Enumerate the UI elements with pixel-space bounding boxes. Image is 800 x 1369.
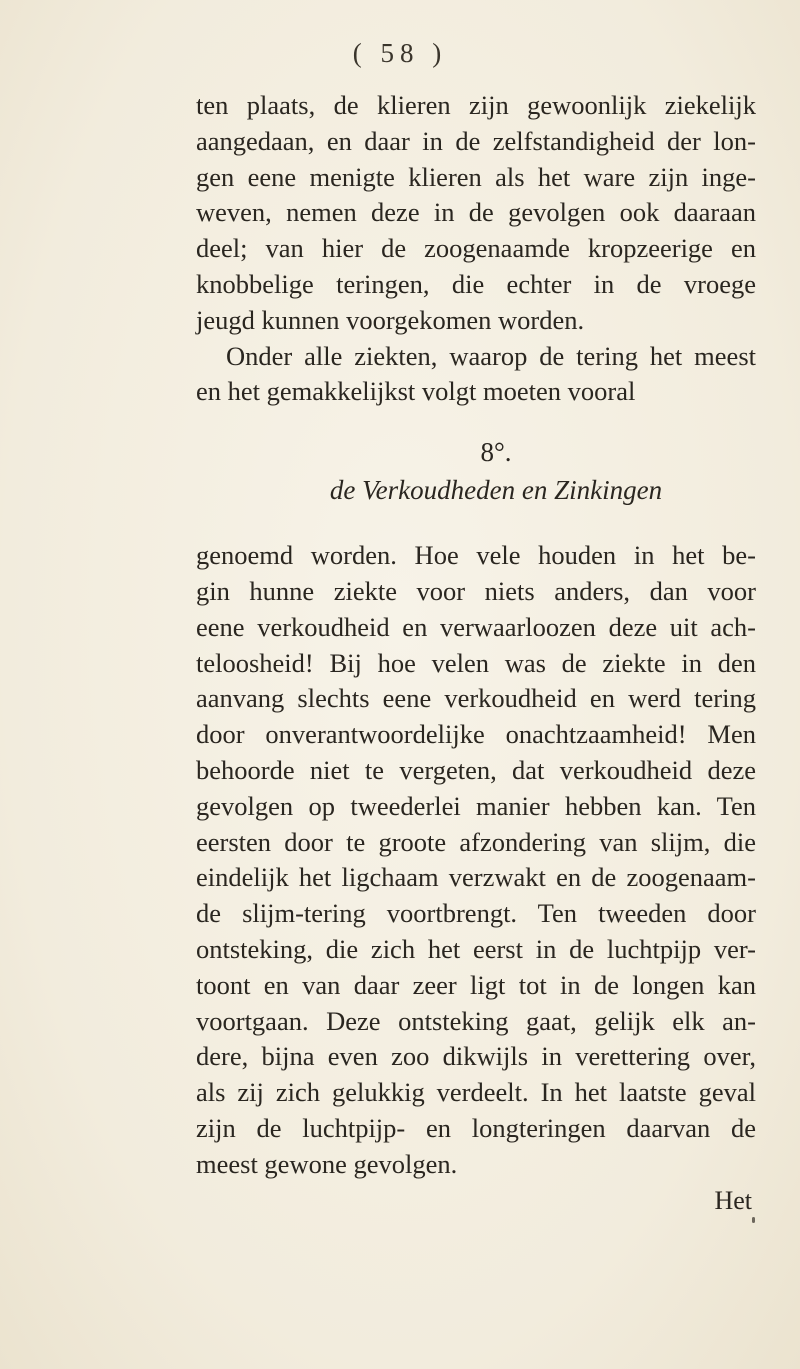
text-line: zijn de luchtpijp- en longteringen daarvan de <box>196 1112 756 1143</box>
text-line: knobbelige teringen, die echter in de vroege <box>196 268 756 299</box>
text-line: weven, nemen deze in de gevolgen ook daaraan <box>196 197 756 228</box>
text-line: als zij zich gelukkig verdeelt. In het laatste geval <box>196 1077 756 1108</box>
text-line: dere, bijna even zoo dikwijls in verettering over, <box>196 1041 756 1072</box>
text-line: ontsteking, die zich het eerst in de luchtpijp ver- <box>196 933 756 964</box>
text-line: ten plaats, de klieren zijn gewoonlijk ziekelijk <box>196 90 756 120</box>
text-line: teloosheid! Bij hoe velen was de ziekte in den <box>196 647 756 678</box>
text-line: aanvang slechts eene verkoudheid en werd tering <box>196 683 756 714</box>
catchword: Het <box>714 1185 752 1215</box>
text-line: genoemd worden. Hoe vele houden in het be- <box>196 540 756 571</box>
section-numeral: 8°. <box>480 437 512 468</box>
text-line: eindelijk het ligchaam verzwakt en de zoogenaam- <box>196 862 756 893</box>
text-line: door onverantwoordelijke onachtzaamheid! Men <box>196 719 756 750</box>
text-line: eersten door te groote afzondering van slijm, die <box>196 826 756 857</box>
text-line: meest gewone gevolgen. <box>196 1148 458 1179</box>
text-line: deel; van hier de zoogenaamde kropzeerige en <box>196 233 756 264</box>
text-line: jeugd kunnen voorgekomen worden. <box>196 304 585 335</box>
text-line: en het gemakkelijkst volgt moeten vooral <box>196 376 636 407</box>
ink-speck <box>752 1217 755 1223</box>
text-line: gevolgen op tweederlei manier hebben kan. Ten <box>196 790 756 821</box>
text-line: Onder alle ziekten, waarop de tering het meest <box>226 340 756 371</box>
text-line: toont en van daar zeer ligt tot in de longen kan <box>196 969 756 1000</box>
text-line: voortgaan. Deze ontsteking gaat, gelijk elk an- <box>196 1005 756 1036</box>
text-line: behoorde niet te vergeten, dat verkoudheid deze <box>196 754 756 785</box>
text-line: gen eene menigte klieren als het ware zijn inge- <box>196 161 756 192</box>
page-body <box>196 88 756 1219</box>
text-line: eene verkoudheid en verwaarloozen deze uit ach- <box>196 611 756 642</box>
page-number-header: ( 58 ) <box>352 38 448 68</box>
text-line: gin hunne ziekte voor niets anders, dan voor <box>196 575 756 606</box>
text-line: de slijm-tering voortbrengt. Ten tweeden door <box>196 898 756 929</box>
section-heading: de Verkoudheden en Zinkingen <box>329 475 663 506</box>
text-line: aangedaan, en daar in de zelfstandigheid der lon- <box>196 125 756 156</box>
